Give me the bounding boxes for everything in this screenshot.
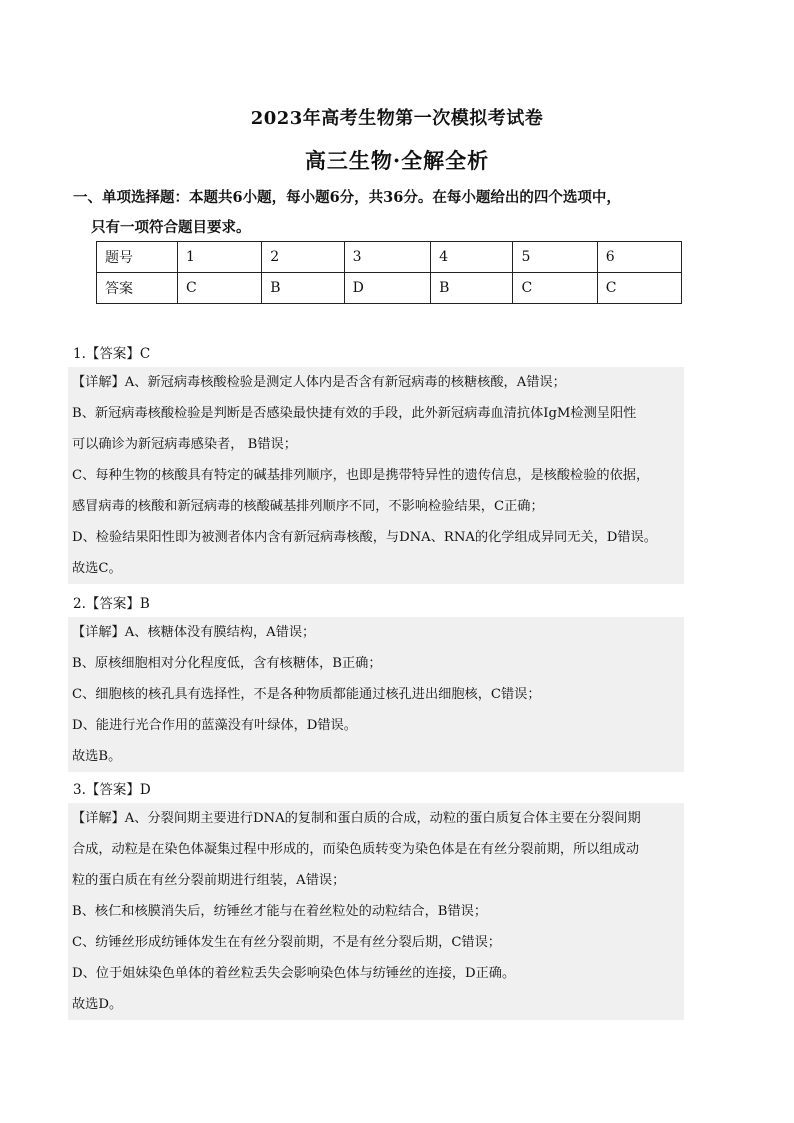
q3-explanation: [68, 803, 684, 1020]
q2-line: C、细胞核的核孔具有选择性，不是各种物质都能通过核孔进出细胞核，C错误；: [72, 687, 541, 702]
table-cell: 4: [431, 242, 513, 273]
q1-line: B、新冠病毒核酸检验是判断是否感染最快捷有效的手段，此外新冠病毒血清抗体IgM检测呈阳性: [72, 406, 637, 421]
table-cell-label: 答案: [97, 273, 178, 304]
q1-line: C、每种生物的核酸具有特定的碱基排列顺序，也即是携带特异性的遗传信息，是核酸检验的依据，: [72, 468, 650, 483]
q1-answer-heading: 1.【答案】C: [73, 346, 151, 362]
q3-line: B、核仁和核膜消失后，纺锤丝才能与在着丝粒处的动粒结合，B错误；: [72, 904, 488, 919]
answer-table: [96, 241, 682, 304]
table-cell: D: [344, 273, 430, 304]
q1-line: 可以确诊为新冠病毒感染者， B错误；: [72, 437, 297, 452]
table-cell: 3: [344, 242, 430, 273]
section-heading: [73, 183, 693, 243]
q1-line: D、检验结果阳性即为被测者体内含有新冠病毒核酸，与DNA、RNA的化学组成异同无关，D错误。: [72, 530, 657, 545]
q2-explanation: [68, 617, 684, 772]
q2-line: 【详解】A、核糖体没有膜结构，A错误；: [72, 625, 316, 640]
page-subtitle: 高三生物·全解全析: [304, 148, 490, 173]
q3-line: C、纺锤丝形成纺锤体发生在有丝分裂前期，不是有丝分裂后期，C错误；: [72, 935, 501, 950]
table-cell: C: [513, 273, 597, 304]
table-cell: 6: [597, 242, 681, 273]
table-cell: 5: [513, 242, 597, 273]
table-row-numbers: [97, 242, 682, 273]
table-cell: B: [431, 273, 513, 304]
q3-line: 故选D。: [72, 997, 123, 1012]
q1-line: 故选C。: [72, 561, 122, 576]
table-cell: B: [262, 273, 344, 304]
section-heading-line-2: 只有一项符合题目要求。: [91, 219, 251, 236]
q3-line: D、位于姐妹染色单体的着丝粒丢失会影响染色体与纺锤丝的连接，D正确。: [72, 966, 516, 981]
table-cell: 2: [262, 242, 344, 273]
q2-line: B、原核细胞相对分化程度低，含有核糖体，B正确；: [72, 656, 382, 671]
page-title: 2023年高考生物第一次模拟考试卷: [250, 108, 544, 129]
table-row-answers: [97, 273, 682, 304]
table-cell: C: [597, 273, 681, 304]
q3-line: 合成，动粒是在染色体凝集过程中形成的，而染色质转变为染色体是在有丝分裂前期，所以组成动: [72, 842, 640, 857]
q1-explanation: [68, 367, 684, 584]
q3-answer-heading: 3.【答案】D: [73, 782, 151, 798]
section-heading-line-1: 一、单项选择题：本题共6小题，每小题6分，共36分。在每小题给出的四个选项中，: [73, 189, 621, 206]
table-cell: 1: [178, 242, 262, 273]
q2-line: D、能进行光合作用的蓝藻没有叶绿体，D错误。: [72, 718, 357, 733]
table-cell-label: 题号: [97, 242, 178, 273]
q3-line: 粒的蛋白质在有丝分裂前期进行组装，A错误；: [72, 873, 346, 888]
q1-line: 感冒病毒的核酸和新冠病毒的核酸碱基排列顺序不同，不影响检验结果，C正确；: [72, 499, 544, 514]
q2-answer-heading: 2.【答案】B: [73, 596, 150, 612]
q2-line: 故选B。: [72, 749, 122, 764]
q1-line: 【详解】A、新冠病毒核酸检验是测定人体内是否含有新冠病毒的核糖核酸，A错误；: [72, 375, 566, 390]
table-cell: C: [178, 273, 262, 304]
q3-line: 【详解】A、分裂间期主要进行DNA的复制和蛋白质的合成，动粒的蛋白质复合体主要在分裂间期: [72, 811, 641, 826]
